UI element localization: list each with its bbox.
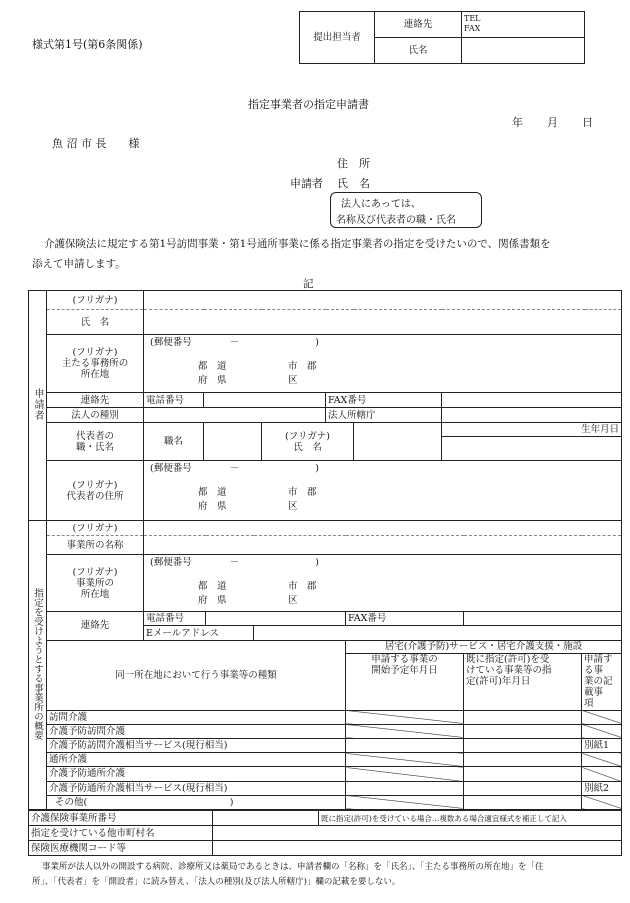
start-date-cell[interactable] <box>346 753 464 767</box>
year-label: 年 <box>512 116 523 129</box>
shi-gun-label: 市 郡 <box>288 361 317 372</box>
position-label: 職名 <box>144 423 204 461</box>
birth-field[interactable] <box>442 437 622 461</box>
applicant-address-label: 住 所 <box>337 157 370 170</box>
furigana-label: (フリガナ) <box>47 521 144 536</box>
table-row <box>29 781 622 795</box>
rep-name-text: 氏 名 <box>293 441 322 453</box>
fu-ken-label: 府 県 <box>198 375 227 386</box>
applicant-name-label: 氏 名 <box>337 177 370 190</box>
representative-label <box>47 423 144 461</box>
existing-date-cell[interactable] <box>464 781 582 795</box>
furigana-label: (フリガナ) <box>285 430 330 442</box>
medical-code-label: 保険医療機関コード等 <box>29 841 213 856</box>
service-name: 介護予防訪問介護相当サービス(現行相当) <box>47 738 346 752</box>
corp-office-label: 法人所轄庁 <box>326 408 442 423</box>
form-number: 様式第1号(第6条関係) <box>32 38 143 51</box>
other-city-field[interactable] <box>213 826 622 841</box>
office-location-label <box>47 555 144 612</box>
email-field[interactable] <box>254 626 622 640</box>
note-cell <box>582 753 622 767</box>
col3-line-c: 項 <box>584 697 594 709</box>
addressee: 魚 沼 市 長 様 <box>52 137 140 150</box>
insurer-note: 既に指定(許可)を受けている場合…複数ある場合適宜様式を補正して記入 <box>319 811 622 826</box>
service-name: 介護予防通所介護 <box>47 767 346 781</box>
name-label: 氏名 <box>375 38 462 64</box>
note-cell <box>582 767 622 781</box>
existing-date-cell[interactable] <box>464 738 582 752</box>
medical-code-field[interactable] <box>213 841 622 856</box>
contact-label: 連絡先 <box>47 393 144 408</box>
contact-label: 連絡先 <box>375 12 462 38</box>
office-vertical-label: 指定を受けようとする事業所の概要 <box>32 587 43 740</box>
table-row <box>29 724 622 738</box>
rep-address-field[interactable] <box>144 461 622 521</box>
services-head: 同一所在地において行う事業等の種類 <box>47 640 346 710</box>
note-cell: 別紙2 <box>582 781 622 795</box>
submitter-label: 提出担当者 <box>300 12 375 64</box>
postal-label: (郵便番号 － ) <box>150 557 319 569</box>
section-office-label <box>29 521 47 810</box>
rep-label-1: 代表者の <box>75 430 114 442</box>
kyotaku-head: 居宅(介護予防)サービス・居宅介護支援・施設 <box>346 640 622 653</box>
day-label: 日 <box>582 116 593 129</box>
body-text-1: 介護保険法に規定する第1号訪問事業・第1号通所事業に係る指定事業者の指定を受けたいので、関係書類を <box>44 238 551 250</box>
note-cell <box>582 724 622 738</box>
tel-label: TEL <box>464 14 481 23</box>
existing-date-cell[interactable] <box>464 795 582 809</box>
existing-date-cell[interactable] <box>464 753 582 767</box>
office-name-label: 事業所の名称 <box>47 536 144 555</box>
position-field[interactable] <box>204 423 262 461</box>
col1-line-a: 申請する事業の <box>371 653 438 665</box>
col2-line-c: 定(許可)年月日 <box>466 675 531 687</box>
note-cell <box>582 795 622 809</box>
ku-label: 区 <box>288 595 298 607</box>
shi-gun-label: 市 郡 <box>288 487 317 498</box>
month-label: 月 <box>547 116 558 129</box>
existing-date-cell[interactable] <box>464 724 582 738</box>
start-date-cell[interactable] <box>346 767 464 781</box>
main-office-label-1: 主たる事務所の <box>61 358 129 369</box>
col-start-date-head <box>346 653 464 710</box>
col2-line-b: けている事業等の指 <box>466 664 552 676</box>
insurer-number-field[interactable] <box>213 811 319 826</box>
ki-label: 記 <box>303 278 314 290</box>
office-tel-field[interactable] <box>206 612 346 626</box>
postal-label: (郵便番号 － ) <box>150 337 319 348</box>
main-office-address-field[interactable] <box>144 335 622 393</box>
fax-label: FAX <box>464 24 481 33</box>
table-row <box>29 738 622 752</box>
col3-line-b: 業の記載事 <box>584 675 613 698</box>
postal-label: (郵便番号 － ) <box>150 463 319 474</box>
tel-label: 電話番号 <box>144 612 206 626</box>
existing-date-cell[interactable] <box>464 710 582 724</box>
service-name: 介護予防通所介護相当サービス(現行相当) <box>47 781 346 795</box>
furigana-label: (フリガナ) <box>72 566 118 578</box>
fu-ken-label: 府 県 <box>198 501 227 512</box>
to-do-label: 都 道 <box>198 581 227 593</box>
start-date-cell[interactable] <box>346 738 464 752</box>
service-name: 訪問介護 <box>47 710 346 724</box>
to-do-label: 都 道 <box>198 361 227 372</box>
applicant-table <box>28 290 622 521</box>
corp-note-2: 名称及び代表者の職・氏名 <box>336 215 456 226</box>
applicant-role: 申請者 <box>290 177 323 190</box>
start-date-cell[interactable] <box>346 795 464 809</box>
corp-office-field[interactable] <box>442 408 622 423</box>
col2-line-a: 既に指定(許可)を受 <box>466 653 550 665</box>
col-existing-date-head <box>464 653 582 710</box>
note-cell <box>582 710 622 724</box>
bottom-table <box>28 810 622 856</box>
ku-label: 区 <box>288 375 298 386</box>
table-row <box>29 795 622 809</box>
other-city-label: 指定を受けている他市町村名 <box>29 826 213 841</box>
corp-note-1: 法人にあっては、 <box>341 199 421 210</box>
rep-address-text: 代表者の住所 <box>66 490 124 502</box>
shi-gun-label: 市 郡 <box>288 581 317 593</box>
applicant-vertical-label: 申請者 <box>32 387 43 421</box>
office-table <box>28 520 622 810</box>
tel-label: 電話番号 <box>144 393 204 408</box>
service-name: 通所介護 <box>47 753 346 767</box>
office-label-2: 所在地 <box>80 588 110 600</box>
document-title: 指定事業者の指定申請書 <box>248 98 369 111</box>
corp-type-label: 法人の種別 <box>47 408 144 423</box>
submitter-name-field[interactable] <box>462 38 585 64</box>
office-name-furigana-field[interactable] <box>144 521 622 536</box>
insurer-number-label: 介護保険事業所番号 <box>29 811 213 826</box>
footnote-1: 事業所が法人以外の開設する病院、診療所又は薬局であるときは、申請者欄の「名称」を「氏名」、「主たる事務所の所在地」を「住 <box>42 862 544 872</box>
table-row <box>29 767 622 781</box>
section-applicant-label <box>29 291 47 521</box>
name-furigana-field[interactable] <box>144 291 622 310</box>
corp-type-field[interactable] <box>144 408 326 423</box>
fax-field[interactable] <box>442 393 622 408</box>
office-address-field[interactable] <box>144 555 622 612</box>
main-office-label <box>47 335 144 393</box>
office-name-field[interactable] <box>144 536 622 555</box>
to-do-label: 都 道 <box>198 487 227 498</box>
furigana-label: (フリガナ) <box>47 291 144 310</box>
note-cell: 別紙1 <box>582 738 622 752</box>
service-name: その他( ) <box>47 795 346 809</box>
submitter-box <box>299 11 585 64</box>
office-label-1: 事業所の <box>75 577 114 589</box>
furigana-label: (フリガナ) <box>72 347 118 358</box>
rep-address-label <box>47 461 144 521</box>
existing-date-cell[interactable] <box>464 767 582 781</box>
fax-label: FAX番号 <box>326 393 442 408</box>
fax-label: FAX番号 <box>346 612 464 626</box>
start-date-cell[interactable] <box>346 724 464 738</box>
name-field[interactable] <box>144 310 622 335</box>
tel-fax-field[interactable] <box>462 12 585 38</box>
main-office-label-2: 所在地 <box>80 369 110 380</box>
start-date-cell[interactable] <box>346 781 464 795</box>
office-contact-label: 連絡先 <box>47 612 144 640</box>
ku-label: 区 <box>288 501 298 512</box>
service-name: 介護予防訪問介護 <box>47 724 346 738</box>
rep-name-field[interactable] <box>354 423 442 461</box>
birth-label: 生年月日 <box>442 423 622 437</box>
email-label: Eメールアドレス <box>144 626 254 640</box>
footnote-2: 所」、「代表者」を「開設者」に読み替え、「法人の種別(及び法人所轄庁)」欄の記載を要しない。 <box>32 877 401 887</box>
col3-line-a: 申請する事 <box>584 653 613 676</box>
table-row <box>29 710 622 724</box>
furigana-label: (フリガナ) <box>72 479 118 491</box>
body-text-2: 添えて申請します。 <box>32 258 126 270</box>
table-row <box>29 753 622 767</box>
rep-label-2: 職・氏名 <box>75 441 114 453</box>
office-fax-field[interactable] <box>464 612 622 626</box>
name-label: 氏 名 <box>47 310 144 335</box>
start-date-cell[interactable] <box>346 710 464 724</box>
col1-line-b: 開始予定年月日 <box>371 664 438 676</box>
tel-field[interactable] <box>204 393 326 408</box>
rep-name-label <box>262 423 354 461</box>
fu-ken-label: 府 県 <box>198 595 227 607</box>
col-description-head <box>582 653 622 710</box>
